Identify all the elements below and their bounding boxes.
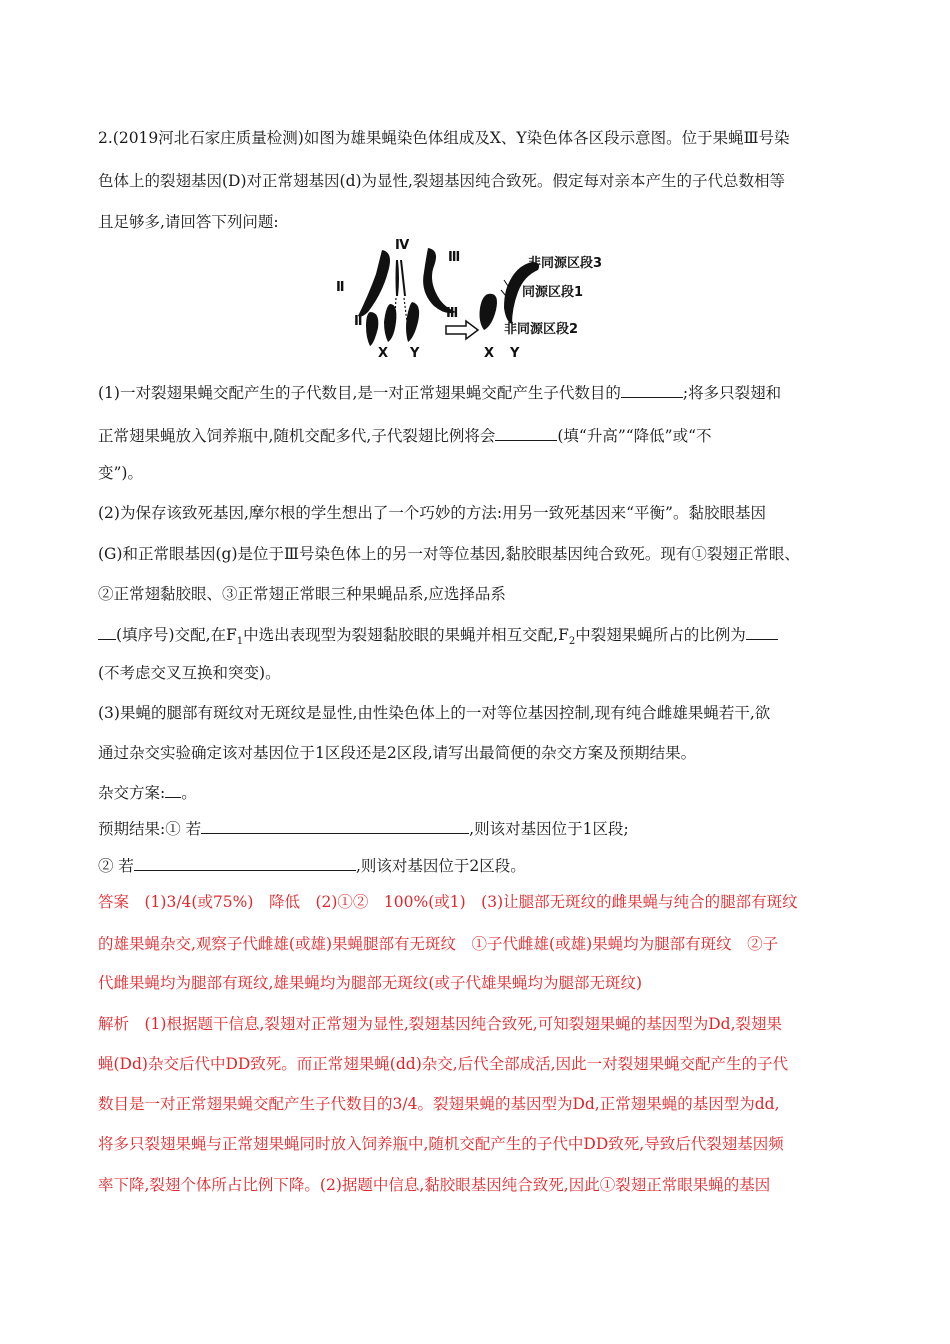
label-x-right: X bbox=[484, 346, 495, 361]
chromosome-figure bbox=[328, 238, 628, 368]
chromosome-IV-right bbox=[400, 260, 406, 296]
label-nonhomologous-3: 非同源区段3 bbox=[528, 256, 603, 271]
label-x-left: X bbox=[378, 346, 389, 361]
chromosome-II-left bbox=[358, 250, 390, 317]
analysis-line-1: 解析 (1)根据题干信息,裂翅对正常翅为显性,裂翅基因纯合致死,可知裂翅果蝇的基因型为Dd,裂翅果 bbox=[98, 1015, 783, 1033]
q1-text-c: 正常翅果蝇放入饲养瓶中,随机交配多代,子代裂翅比例将会 bbox=[98, 427, 496, 445]
label-roman-III-top: Ⅲ bbox=[448, 250, 461, 265]
q3-text-c1: 杂交方案: bbox=[98, 784, 166, 802]
q3-line-2: 通过杂交实验确定该对基因位于1区段还是2区段,请写出最简便的杂交方案及预期结果。 bbox=[98, 744, 697, 762]
q3-line-5 bbox=[98, 855, 526, 876]
chromosome-Y-left bbox=[406, 302, 419, 342]
label-y-right: Y bbox=[510, 346, 520, 361]
chromosome-X-left bbox=[384, 304, 396, 342]
q1-text-b: ;将多只裂翅和 bbox=[682, 384, 782, 402]
q3-line-3 bbox=[98, 782, 197, 803]
arrow-shape bbox=[446, 321, 478, 339]
answer-line-2: 的雄果蝇杂交,观察子代雌雄(或雄)果蝇腿部有无斑纹 ①子代雌雄(或雄)果蝇均为腿部有斑纹 ②子 bbox=[98, 935, 779, 953]
q3-line-4 bbox=[98, 818, 629, 839]
q3-text-e1: ② 若 bbox=[98, 857, 134, 875]
q2-sub-1: 1 bbox=[236, 636, 244, 648]
q2-text-d1: (填序号)交配,在F bbox=[116, 626, 237, 644]
label-y-left: Y bbox=[410, 346, 420, 361]
chromosome-X-right bbox=[480, 294, 498, 330]
label-nonhomologous-2: 非同源区段2 bbox=[504, 322, 579, 337]
q1-blank-2[interactable] bbox=[495, 425, 557, 441]
q2-text-d2: 中选出表现型为裂翅黏胶眼的果蝇并相互交配,F bbox=[243, 626, 569, 644]
q2-line-4 bbox=[98, 624, 778, 652]
chromosome-IV-left bbox=[396, 260, 400, 296]
q1-line-2 bbox=[98, 425, 712, 446]
q3-text-c2: 。 bbox=[181, 784, 197, 802]
q3-text-e2: ,则该对基因位于2区段。 bbox=[355, 857, 526, 875]
q2-blank-1[interactable] bbox=[98, 624, 116, 640]
intro-line-1: 2.(2019河北石家庄质量检测)如图为雄果蝇染色体组成及X、Y染色体各区段示意图。位于果蝇Ⅲ号染 bbox=[98, 129, 790, 147]
q3-blank-scheme[interactable] bbox=[165, 782, 181, 798]
chromosome-II-bottom bbox=[366, 312, 378, 346]
q1-blank-1[interactable] bbox=[621, 382, 683, 398]
q2-text-d3: 中裂翅果蝇所占的比例为 bbox=[575, 626, 746, 644]
label-roman-IV: Ⅳ bbox=[395, 238, 410, 253]
intro-line-3: 且足够多,请回答下列问题: bbox=[98, 213, 279, 231]
q3-blank-result-2[interactable] bbox=[134, 855, 356, 871]
q2-line-2: (G)和正常眼基因(g)是位于Ⅲ号染色体上的另一对等位基因,黏胶眼基因纯合致死。现有①裂翅正常眼、 bbox=[98, 545, 800, 563]
q3-text-d2: ,则该对基因位于1区段; bbox=[469, 820, 629, 838]
label-roman-II-left: Ⅱ bbox=[336, 280, 345, 295]
q2-line-3: ②正常翅黏胶眼、③正常翅正常眼三种果蝇品系,应选择品系 bbox=[98, 585, 506, 603]
q2-sub-2: 2 bbox=[568, 636, 576, 648]
analysis-line-3: 数目是一对正常翅果蝇交配产生子代数目的3/4。裂翅果蝇的基因型为Dd,正常翅果蝇的基因型为dd, bbox=[98, 1095, 780, 1113]
label-roman-II-bottom: Ⅱ bbox=[354, 314, 363, 329]
q3-line-1: (3)果蝇的腿部有斑纹对无斑纹是显性,由性染色体上的一对等位基因控制,现有纯合雌雄果蝇若干,欲 bbox=[98, 704, 771, 722]
label-homologous-1: 同源区段1 bbox=[522, 285, 584, 300]
q1-text-a: (1)一对裂翅果蝇交配产生的子代数目,是一对正常翅果蝇交配产生子代数目的 bbox=[98, 384, 621, 402]
q3-text-d1: 预期结果:① 若 bbox=[98, 820, 202, 838]
answer-line-1: 答案 (1)3/4(或75%) 降低 (2)①② 100%(或1) (3)让腿部无斑纹的雌果蝇与纯合的腿部有斑纹 bbox=[98, 893, 798, 911]
q1-line-3: 变”)。 bbox=[98, 464, 143, 482]
q1-text-d: (填“升高”“降低”或“不 bbox=[557, 427, 712, 445]
analysis-line-5: 率下降,裂翅个体所占比例下降。(2)据题中信息,黏胶眼基因纯合致死,因此①裂翅正常眼果蝇的基因 bbox=[98, 1176, 771, 1194]
q2-line-5: (不考虑交叉互换和突变)。 bbox=[98, 664, 281, 682]
q2-line-1: (2)为保存该致死基因,摩尔根的学生想出了一个巧妙的方法:用另一致死基因来“平衡”。黏胶眼基因 bbox=[98, 504, 766, 522]
intro-line-2: 色体上的裂翅基因(D)对正常翅基因(d)为显性,裂翅基因纯合致死。假定每对亲本产生的子代总数相等 bbox=[98, 172, 785, 190]
analysis-line-2: 蝇(Dd)杂交后代中DD致死。而正常翅果蝇(dd)杂交,后代全部成活,因此一对裂翅果蝇交配产生的子代 bbox=[98, 1055, 789, 1073]
label-roman-III-arrow: Ⅲ bbox=[446, 306, 459, 321]
analysis-line-4: 将多只裂翅果蝇与正常翅果蝇同时放入饲养瓶中,随机交配产生的子代中DD致死,导致后代裂翅基因频 bbox=[98, 1135, 784, 1153]
q2-blank-2[interactable] bbox=[746, 624, 778, 640]
q1-line-1 bbox=[98, 382, 781, 403]
answer-line-3: 代雌果蝇均为腿部有斑纹,雄果蝇均为腿部无斑纹(或子代雄果蝇均为腿部无斑纹) bbox=[98, 974, 643, 992]
q3-blank-result-1[interactable] bbox=[201, 818, 469, 834]
